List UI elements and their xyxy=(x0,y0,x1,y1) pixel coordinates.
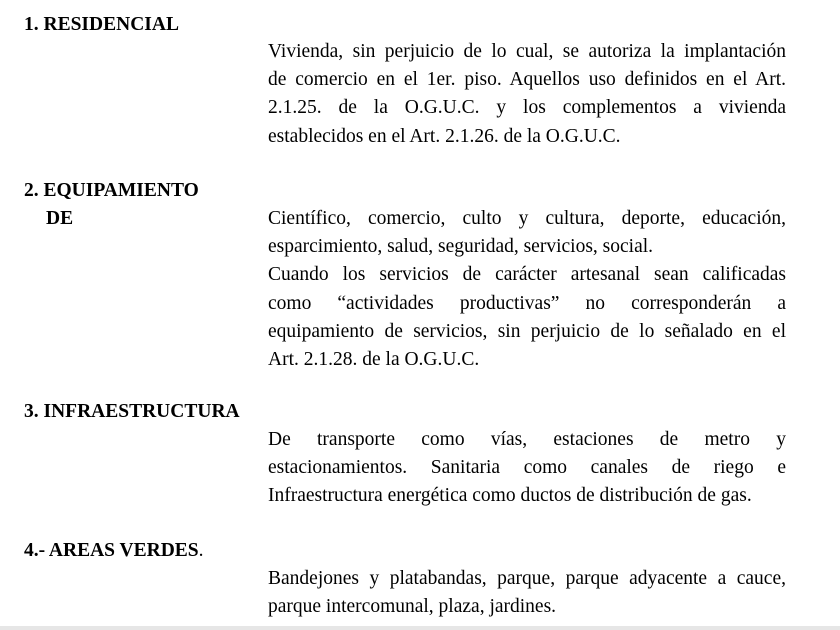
section-3-heading xyxy=(24,398,240,426)
section-4-line-2: parque intercomunal, plaza, jardines. xyxy=(268,596,557,618)
section-4-heading-suffix: . xyxy=(198,540,204,561)
section-1-heading-text: 1. RESIDENCIAL xyxy=(24,14,179,35)
section-3-line-1: De transporte como vías, estaciones de metro y xyxy=(268,429,786,450)
section-1-line-3: 2.1.25. de la O.G.U.C. y los complementos a vivienda xyxy=(268,97,786,119)
section-3-line-3: Infraestructura energética como ductos de distribución de gas. xyxy=(268,485,752,507)
section-2-line-6: Art. 2.1.28. de la O.G.U.C. xyxy=(268,349,480,371)
section-2-heading-text: 2. EQUIPAMIENTO xyxy=(24,180,199,201)
section-2-heading xyxy=(24,177,199,205)
section-1-heading xyxy=(24,11,179,39)
section-4-heading xyxy=(24,537,204,565)
section-2-paragraph xyxy=(268,205,786,374)
section-1-paragraph xyxy=(268,38,786,151)
section-2-line-2: esparcimiento, salud, seguridad, servicios, social. xyxy=(268,236,654,258)
section-3-line-2: estacionamientos. Sanitaria como canales de riego e xyxy=(268,457,786,479)
section-2-heading-line2 xyxy=(46,205,73,233)
section-2-line-5: equipamiento de servicios, sin perjuicio de lo señalado en el xyxy=(268,320,786,342)
section-3-heading-text: 3. INFRAESTRUCTURA xyxy=(24,401,240,422)
section-1-line-2: de comercio en el 1er. piso. Aquellos uso definidos en el Art. xyxy=(268,69,786,91)
section-4-line-1: Bandejones y platabandas, parque, parque adyacente a cauce, xyxy=(268,568,786,589)
section-2-line-1: Científico, comercio, culto y cultura, deporte, educación, xyxy=(268,208,786,229)
section-1-line-4: establecidos en el Art. 2.1.26. de la O.G.U.C. xyxy=(268,125,621,147)
section-4-paragraph xyxy=(268,565,786,621)
page-bottom-edge xyxy=(0,626,840,630)
section-4-heading-text: 4.- AREAS VERDES xyxy=(24,540,199,561)
section-1-line-1: Vivienda, sin perjuicio de lo cual, se autoriza la implantación xyxy=(268,41,786,62)
section-2-heading-text-2: DE xyxy=(46,208,74,229)
section-2-line-4: como “actividades productivas” no corresponderán a xyxy=(268,292,786,314)
section-3-paragraph xyxy=(268,426,786,511)
section-2-line-3: Cuando los servicios de carácter artesanal sean calificadas xyxy=(268,264,786,286)
